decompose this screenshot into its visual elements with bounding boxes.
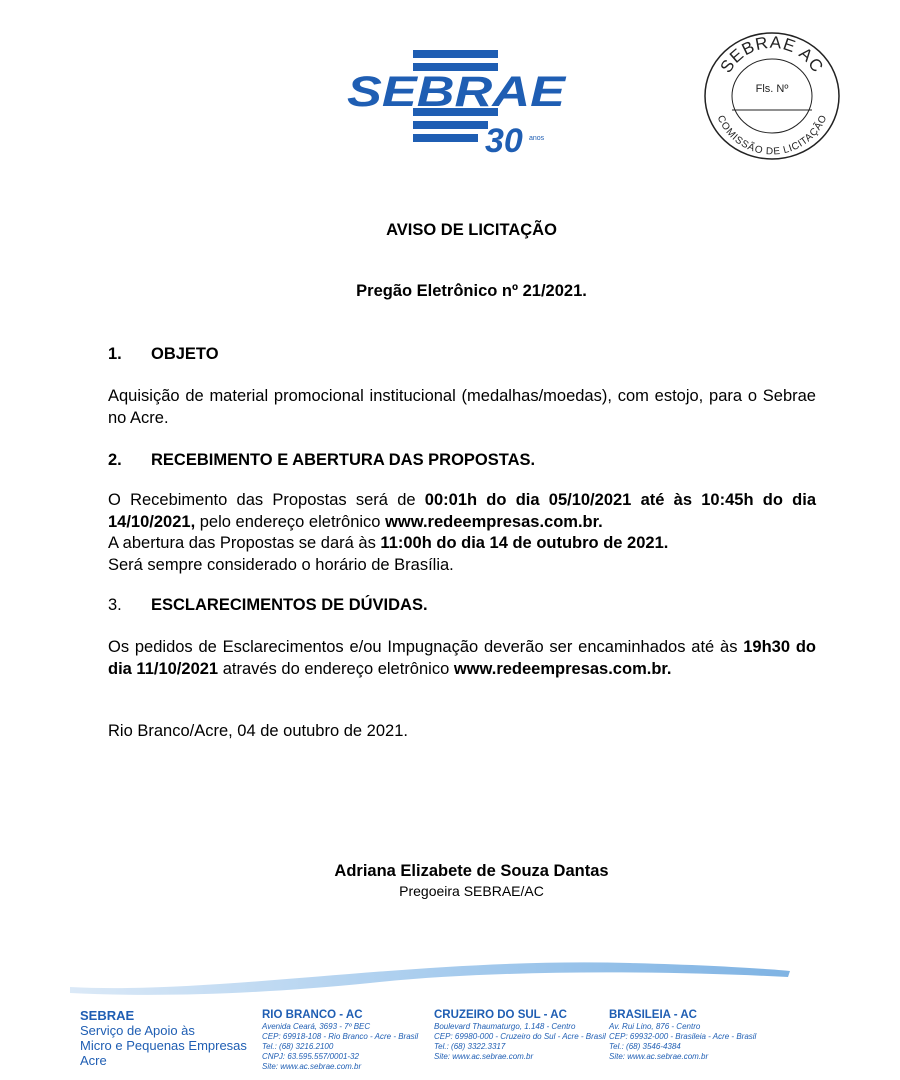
section1-heading — [108, 345, 219, 364]
document-subtitle: Pregão Eletrônico nº 21/2021. — [356, 282, 587, 300]
office-line: Site: www.ac.sebrae.com.br — [262, 1062, 362, 1071]
section2-heading — [108, 451, 535, 470]
footer-brand-line: Acre — [80, 1053, 107, 1068]
commission-stamp — [702, 30, 842, 162]
office-line: CEP: 69932-000 - Brasileia - Acre - Brasil — [609, 1032, 757, 1041]
section2-line3: Será sempre considerado o horário de Brasília. — [108, 555, 454, 574]
office-line: Site: www.ac.sebrae.com.br — [434, 1052, 534, 1061]
office-line: Tel.: (68) 3322.3317 — [434, 1042, 506, 1051]
section2-paragraph — [108, 490, 816, 576]
logo-badge-word: anos — [529, 135, 545, 142]
svg-text:SEBRAE AC — [717, 33, 828, 77]
section3-number: 3. — [108, 596, 122, 614]
section1-number: 1. — [108, 345, 122, 363]
section2-line2: A abertura das Propostas se dará às 11:00h do dia 14 de outubro de 2021. — [108, 534, 669, 552]
section3-title: ESCLARECIMENTOS DE DÚVIDAS. — [151, 596, 428, 614]
footer-brand: SEBRAE — [80, 1008, 135, 1023]
section2-title: RECEBIMENTO E ABERTURA DAS PROPOSTAS. — [151, 451, 536, 469]
office-heading: RIO BRANCO - AC — [262, 1009, 363, 1021]
footer-brand-line: Serviço de Apoio às — [80, 1023, 195, 1038]
footer-brand-line: Micro e Pequenas Empresas — [80, 1038, 247, 1053]
svg-text:COMISSÃO DE LICITAÇÃO — [715, 114, 830, 158]
section3-heading — [108, 596, 428, 615]
office-line: Boulevard Thaumaturgo, 1.148 - Centro — [434, 1022, 576, 1031]
signer-role: Pregoeira SEBRAE/AC — [399, 883, 544, 899]
section3-link: www.redeempresas.com.br. — [453, 659, 672, 678]
footer-office-rio-branco — [262, 1008, 418, 1072]
logo-wordmark: SEBRAE — [347, 68, 567, 116]
logo-badge-number: 30 — [485, 122, 523, 158]
footer-brand-block — [80, 1008, 247, 1068]
signer-name: Adriana Elizabete de Souza Dantas — [334, 862, 609, 880]
footer-office-cruzeiro-do-sul — [434, 1008, 606, 1062]
office-line: CNPJ: 63.595.557/0001-32 — [262, 1052, 359, 1061]
office-line: CEP: 69918-108 - Rio Branco - Acre - Brasil — [262, 1032, 419, 1041]
section1-title: OBJETO — [151, 345, 219, 363]
stamp-bottom-text: COMISSÃO DE LICITAÇÃO — [714, 113, 830, 158]
office-line: Av. Rui Lino, 876 - Centro — [609, 1022, 701, 1031]
section1-text: Aquisição de material promocional institucional (medalhas/moedas), com estojo, para o Sebrae no Acre. — [108, 387, 816, 427]
section2-link: www.redeempresas.com.br. — [385, 512, 603, 531]
footer-wave — [70, 955, 800, 1000]
section3-text: Os pedidos de Esclarecimentos e/ou Impugnação deverão ser encaminhados até às 19h30 do dia 11/10/2021 através do endereço eletrônico www.redeempresas.com.br. — [108, 638, 816, 678]
stamp-middle-label: Fls. Nº — [755, 83, 789, 95]
footer-office-brasileia — [609, 1008, 756, 1062]
office-line: Tel.: (68) 3216.2100 — [262, 1042, 334, 1051]
stamp-top-text: SEBRAE AC — [716, 32, 828, 77]
office-line: Avenida Ceará, 3693 - 7º BEC — [262, 1022, 371, 1031]
office-line: Tel.: (68) 3546-4384 — [609, 1042, 681, 1051]
place-date: Rio Branco/Acre, 04 de outubro de 2021. — [108, 722, 408, 740]
office-heading: BRASILEIA - AC — [609, 1009, 697, 1021]
office-heading: CRUZEIRO DO SUL - AC — [434, 1009, 567, 1021]
section2-line1: O Recebimento das Propostas será de 00:01h do dia 05/10/2021 até às 10:45h do dia 14/10/2021, pelo endereço eletrônico www.redeempresas.com.br. — [108, 491, 816, 531]
office-line: Site: www.ac.sebrae.com.br — [609, 1052, 709, 1061]
sebrae-logo — [345, 48, 570, 158]
office-line: CEP: 69980-000 - Cruzeiro do Sul - Acre - Brasil — [434, 1032, 606, 1041]
document-title: AVISO DE LICITAÇÃO — [386, 221, 557, 239]
section2-number: 2. — [108, 451, 122, 469]
